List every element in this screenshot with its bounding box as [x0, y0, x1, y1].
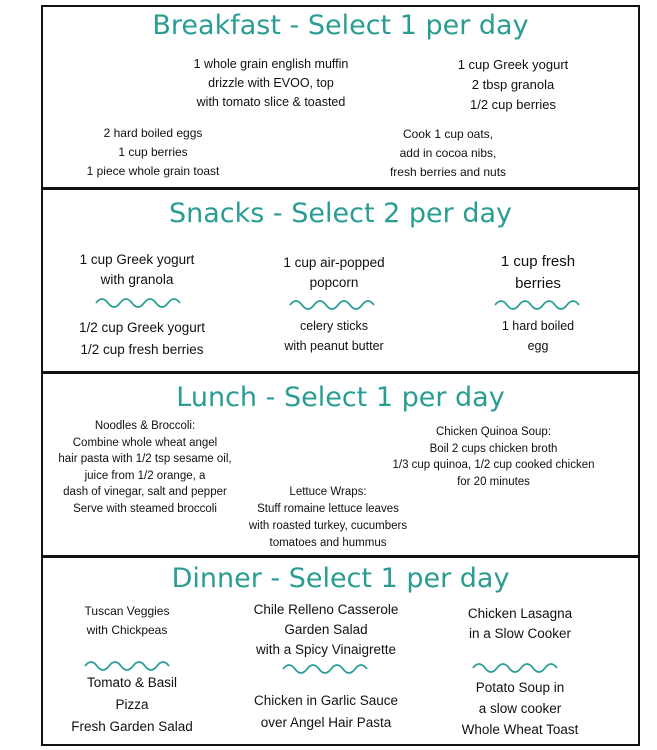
dinner-panel — [41, 556, 640, 746]
dinner-option-garlic-chicken: Chicken in Garlic Sauce over Angel Hair Pasta — [253, 693, 399, 730]
snack-option-yogurt-granola: 1 cup Greek yogurt with granola — [79, 252, 195, 287]
snack-option-popcorn: 1 cup air-popped popcorn — [283, 255, 385, 290]
dinner-option-tuscan-veggies: Tuscan Veggies with Chickpeas — [84, 604, 170, 637]
lunch-option-wraps: Lettuce Wraps: Stuff romaine lettuce leaves with roasted turkey, cucumbers tomatoes and hummus — [248, 486, 408, 549]
swirl-divider-icon — [94, 295, 184, 309]
breakfast-title: Breakfast - Select 1 per day — [152, 10, 529, 41]
lunch-title: Lunch - Select 1 per day — [176, 382, 505, 413]
lunch-panel — [41, 372, 640, 557]
breakfast-option-yogurt: 1 cup Greek yogurt 2 tbsp granola 1/2 cup berries — [457, 57, 569, 112]
snack-option-celery: celery sticks with peanut butter — [284, 319, 384, 353]
snacks-panel — [41, 188, 640, 373]
swirl-divider-icon — [83, 658, 173, 672]
lunch-option-noodles: Noodles & Broccoli: Combine whole wheat angel hair pasta with 1/2 tsp sesame oil, juice from 1/2 orange, a dash of vinegar, salt and pepper Serve with steamed broccoli — [58, 420, 232, 515]
snacks-title: Snacks - Select 2 per day — [169, 198, 512, 229]
swirl-divider-icon — [493, 297, 583, 311]
dinner-title: Dinner - Select 1 per day — [171, 563, 510, 594]
breakfast-option-muffin: 1 whole grain english muffin drizzle with EVOO, top with tomato slice & toasted — [193, 57, 349, 109]
snack-option-egg: 1 hard boiled egg — [501, 319, 575, 353]
breakfast-option-eggs: 2 hard boiled eggs 1 cup berries 1 piece whole grain toast — [86, 126, 220, 178]
dinner-option-potato-soup: Potato Soup in a slow cooker Whole Wheat Toast — [461, 680, 579, 737]
swirl-divider-icon — [471, 660, 561, 674]
lunch-option-soup: Chicken Quinoa Soup: Boil 2 cups chicken broth 1/3 cup quinoa, 1/2 cup cooked chicken for 20 minutes — [392, 426, 595, 488]
dinner-option-chile-relleno: Chile Relleno Casserole Garden Salad with a Spicy Vinaigrette — [253, 602, 399, 657]
dinner-option-lasagna: Chicken Lasagna in a Slow Cooker — [467, 606, 573, 641]
breakfast-panel — [41, 5, 640, 189]
snack-option-berries: 1 cup fresh berries — [500, 253, 576, 292]
swirl-divider-icon — [288, 297, 378, 311]
snack-option-yogurt-berries: 1/2 cup Greek yogurt 1/2 cup fresh berries — [78, 320, 206, 357]
breakfast-option-oats: Cook 1 cup oats, add in cocoa nibs, fresh berries and nuts — [389, 127, 507, 179]
swirl-divider-icon — [281, 661, 371, 675]
dinner-option-pizza: Tomato & Basil Pizza Fresh Garden Salad — [71, 675, 193, 734]
